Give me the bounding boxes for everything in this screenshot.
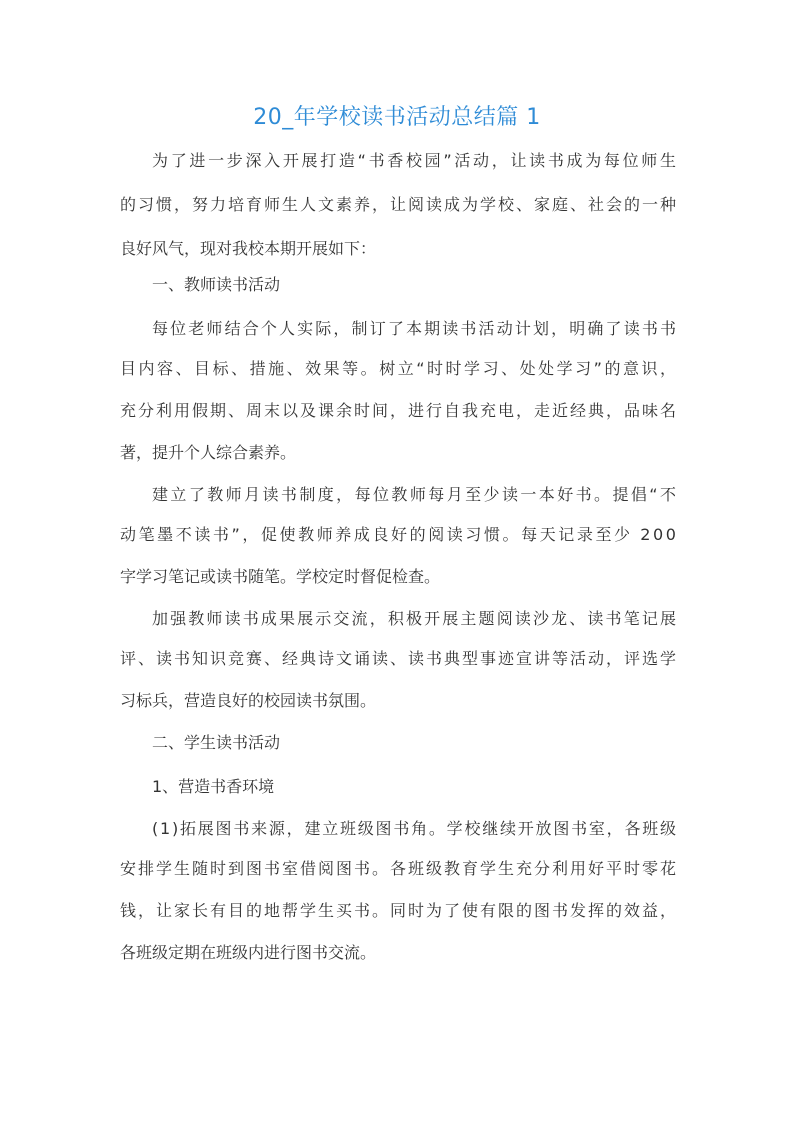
section1-p3-line-3: 习标兵，营造良好的校园读书氛围。 xyxy=(120,691,377,710)
section2-heading: 二、学生读书活动 xyxy=(152,733,281,752)
section1-p3-line-1: 加强教师读书成果展示交流，积极开展主题阅读沙龙、读书笔记展 xyxy=(152,609,679,628)
section1-p2-line-1: 建立了教师月读书制度，每位教师每月至少读一本好书。提倡“不 xyxy=(152,485,679,504)
section1-p2-line-2: 动笔墨不读书”，促使教师养成良好的阅读习惯。每天记录至少 200 xyxy=(120,525,679,544)
section1-p1-line-1: 每位老师结合个人实际，制订了本期读书活动计划，明确了读书书 xyxy=(152,319,679,338)
intro-line-1: 为了进一步深入开展打造“书香校园”活动，让读书成为每位师生 xyxy=(152,151,679,170)
section1-p3-line-2: 评、读书知识竞赛、经典诗文诵读、读书典型事迹宣讲等活动，评选学 xyxy=(120,649,678,668)
section2-subheading-1: 1、营造书香环境 xyxy=(152,777,275,796)
section2-p1-line-2: 安排学生随时到图书室借阅图书。各班级教育学生充分利用好平时零花 xyxy=(120,859,678,878)
intro-line-3: 良好风气，现对我校本期开展如下： xyxy=(120,239,377,258)
section2-p1-line-3: 钱，让家长有目的地帮学生买书。同时为了使有限的图书发挥的效益， xyxy=(120,901,678,920)
section1-p1-line-2: 目内容、目标、措施、效果等。树立“时时学习、处处学习”的意识， xyxy=(120,359,679,378)
section1-p1-line-4: 著，提升个人综合素养。 xyxy=(120,443,297,462)
section1-p1-line-3: 充分利用假期、周末以及课余时间，进行自我充电，走近经典，品味名 xyxy=(120,401,678,420)
section2-p1-line-4: 各班级定期在班级内进行图书交流。 xyxy=(120,943,377,962)
document-title: 20_年学校读书活动总结篇 1 xyxy=(253,105,541,130)
section1-p2-line-3: 字学习笔记或读书随笔。学校定时督促检查。 xyxy=(120,567,441,586)
section2-p1-line-1: (1)拓展图书来源，建立班级图书角。学校继续开放图书室，各班级 xyxy=(152,819,678,838)
section1-heading: 一、教师读书活动 xyxy=(152,275,281,294)
intro-line-2: 的习惯，努力培育师生人文素养，让阅读成为学校、家庭、社会的一种 xyxy=(120,195,678,214)
